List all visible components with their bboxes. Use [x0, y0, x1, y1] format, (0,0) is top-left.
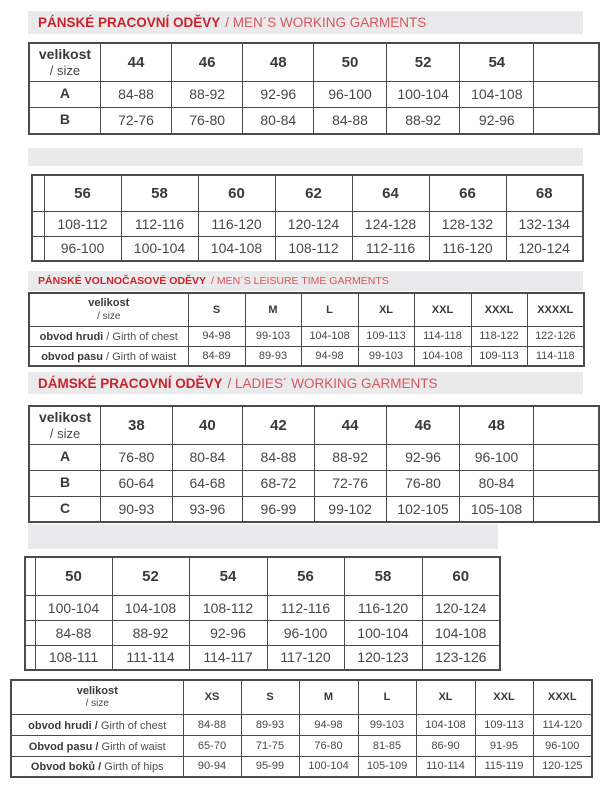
value-cell: 114-118 — [527, 346, 584, 366]
section-header-ladies-working — [28, 372, 583, 394]
value-cell: 89-93 — [241, 714, 299, 735]
ladies-measurements-table — [10, 679, 593, 778]
value-cell: 84-89 — [188, 346, 245, 366]
size-header-cell: 44 — [100, 43, 171, 81]
size-header-cell — [534, 43, 599, 81]
value-cell: 114-120 — [533, 714, 592, 735]
size-header-cell: 40 — [172, 406, 243, 444]
value-cell: 104-108 — [414, 346, 471, 366]
size-header-cell: 54 — [460, 43, 534, 81]
size-header-cell: 68 — [506, 175, 583, 211]
size-header-cell: 42 — [243, 406, 314, 444]
table-row — [29, 81, 599, 107]
value-cell: 99-102 — [314, 496, 386, 522]
table-row — [29, 326, 584, 346]
size-header-cell: XXL — [475, 680, 533, 714]
value-cell: 76-80 — [299, 735, 358, 756]
value-cell: 60-64 — [101, 470, 172, 496]
size-label-header-cell: velikost / size — [29, 406, 101, 444]
table-row — [29, 496, 599, 522]
value-cell: 100-104 — [344, 620, 422, 645]
value-cell: 96-100 — [460, 444, 533, 470]
section-title-en: / LADIES´ WORKING GARMENTS — [227, 375, 438, 391]
value-cell — [533, 470, 599, 496]
value-cell: 80-84 — [243, 107, 314, 134]
size-header-cell: XL — [358, 293, 414, 326]
continuation-stub-cell — [32, 175, 44, 211]
size-header-cell: 48 — [243, 43, 314, 81]
value-cell: 114-118 — [414, 326, 471, 346]
value-cell: 110-114 — [416, 756, 475, 777]
size-header-cell: 66 — [429, 175, 506, 211]
mens-working-sizes-table-56-68 — [31, 174, 584, 262]
value-cell: 96-99 — [243, 496, 314, 522]
value-cell: 122-126 — [527, 326, 584, 346]
value-cell: 102-105 — [386, 496, 460, 522]
value-cell: 80-84 — [460, 470, 533, 496]
continuation-stub-cell — [32, 236, 44, 261]
row-label-cell: B — [29, 107, 100, 134]
size-header-cell: 60 — [198, 175, 275, 211]
value-cell: 120-124 — [506, 236, 583, 261]
table-row — [29, 107, 599, 134]
value-cell: 108-111 — [35, 645, 112, 670]
row-label-cell: obvod hrudi / Girth of chest — [29, 326, 188, 346]
size-header-cell: L — [301, 293, 358, 326]
table-row — [25, 620, 500, 645]
value-cell: 99-103 — [358, 346, 414, 366]
value-cell: 76-80 — [386, 470, 460, 496]
value-cell: 104-108 — [112, 595, 189, 620]
value-cell: 104-108 — [198, 236, 275, 261]
size-header-cell: 62 — [275, 175, 352, 211]
size-header-cell: 52 — [386, 43, 460, 81]
header-row — [32, 175, 583, 211]
size-header-cell: S — [188, 293, 245, 326]
value-cell: 104-108 — [460, 81, 534, 107]
value-cell: 94-98 — [188, 326, 245, 346]
row-label-cell: Obvod pasu / Girth of waist — [11, 735, 183, 756]
value-cell: 117-120 — [267, 645, 344, 670]
size-header-cell: 50 — [314, 43, 386, 81]
continuation-stub-cell — [25, 645, 35, 670]
value-cell: 88-92 — [112, 620, 189, 645]
value-cell: 88-92 — [314, 444, 386, 470]
value-cell: 71-75 — [241, 735, 299, 756]
table-row — [32, 211, 583, 236]
size-header-cell: S — [241, 680, 299, 714]
value-cell: 96-100 — [314, 81, 386, 107]
size-header-cell: XS — [183, 680, 241, 714]
size-header-cell: M — [245, 293, 301, 326]
value-cell: 120-125 — [533, 756, 592, 777]
value-cell: 84-88 — [35, 620, 112, 645]
value-cell: 123-126 — [422, 645, 500, 670]
size-header-cell: 46 — [172, 43, 243, 81]
value-cell: 108-112 — [275, 236, 352, 261]
size-header-cell: 54 — [189, 557, 267, 595]
value-cell: 86-90 — [416, 735, 475, 756]
value-cell: 116-120 — [429, 236, 506, 261]
header-row — [11, 680, 592, 714]
table-row — [11, 735, 592, 756]
row-label-cell: A — [29, 444, 101, 470]
size-header-cell: 56 — [44, 175, 121, 211]
value-cell — [533, 444, 599, 470]
value-cell: 104-108 — [301, 326, 358, 346]
value-cell: 92-96 — [189, 620, 267, 645]
value-cell: 94-98 — [299, 714, 358, 735]
value-cell: 92-96 — [460, 107, 534, 134]
value-cell: 116-120 — [198, 211, 275, 236]
value-cell: 109-113 — [475, 714, 533, 735]
size-header-cell: L — [358, 680, 416, 714]
section-title-cz: DÁMSKÉ PRACOVNÍ ODĚVY — [38, 375, 223, 391]
continuation-stub-cell — [32, 211, 44, 236]
table-row — [29, 470, 599, 496]
value-cell: 109-113 — [471, 346, 527, 366]
value-cell: 84-88 — [243, 444, 314, 470]
value-cell: 68-72 — [243, 470, 314, 496]
value-cell: 96-100 — [44, 236, 121, 261]
value-cell: 104-108 — [416, 714, 475, 735]
size-header-cell: 58 — [344, 557, 422, 595]
table-row — [29, 444, 599, 470]
value-cell: 99-103 — [245, 326, 301, 346]
row-label-cell: A — [29, 81, 100, 107]
value-cell: 124-128 — [352, 211, 429, 236]
value-cell: 95-99 — [241, 756, 299, 777]
value-cell: 81-85 — [358, 735, 416, 756]
size-header-cell: 50 — [35, 557, 112, 595]
header-row — [29, 293, 584, 326]
row-label-cell: obvod pasu / Girth of waist — [29, 346, 188, 366]
table-row — [11, 756, 592, 777]
value-cell: 80-84 — [172, 444, 243, 470]
size-header-cell: 58 — [121, 175, 198, 211]
size-header-cell: 44 — [314, 406, 386, 444]
value-cell: 84-88 — [314, 107, 386, 134]
row-label-cell: C — [29, 496, 101, 522]
value-cell: 114-117 — [189, 645, 267, 670]
size-label-header-cell: velikost / size — [11, 680, 183, 714]
value-cell: 120-124 — [275, 211, 352, 236]
value-cell: 90-93 — [101, 496, 172, 522]
section-title-cz: PÁNSKÉ PRACOVNÍ ODĚVY — [38, 15, 221, 30]
section-title-en: / MEN´S LEISURE TIME GARMENTS — [211, 275, 389, 287]
size-header-cell: 48 — [460, 406, 533, 444]
row-label-cell: obvod hrudi / Girth of chest — [11, 714, 183, 735]
continuation-stub-cell — [25, 595, 35, 620]
header-row — [25, 557, 500, 595]
value-cell: 64-68 — [172, 470, 243, 496]
ladies-working-sizes-table-50-60 — [24, 556, 501, 671]
row-label-cell: Obvod boků / Girth of hips — [11, 756, 183, 777]
value-cell: 105-108 — [460, 496, 533, 522]
size-header-cell — [533, 406, 599, 444]
section-header-mens-leisure — [28, 271, 583, 291]
size-header-cell: 60 — [422, 557, 500, 595]
value-cell: 93-96 — [172, 496, 243, 522]
section-divider-bar — [28, 524, 498, 549]
value-cell: 84-88 — [100, 81, 171, 107]
table-row — [25, 645, 500, 670]
value-cell: 116-120 — [344, 595, 422, 620]
value-cell: 120-123 — [344, 645, 422, 670]
value-cell: 112-116 — [352, 236, 429, 261]
value-cell: 115-119 — [475, 756, 533, 777]
table-row — [29, 346, 584, 366]
table-row — [25, 595, 500, 620]
table-row — [11, 714, 592, 735]
value-cell — [533, 496, 599, 522]
value-cell: 76-80 — [101, 444, 172, 470]
value-cell: 92-96 — [386, 444, 460, 470]
value-cell: 91-95 — [475, 735, 533, 756]
value-cell: 92-96 — [243, 81, 314, 107]
value-cell: 108-112 — [189, 595, 267, 620]
value-cell: 72-76 — [100, 107, 171, 134]
section-divider-bar — [28, 148, 583, 166]
section-title-en: / MEN´S WORKING GARMENTS — [225, 15, 427, 30]
value-cell: 120-124 — [422, 595, 500, 620]
value-cell: 100-104 — [386, 81, 460, 107]
size-header-cell: 56 — [267, 557, 344, 595]
value-cell: 112-116 — [121, 211, 198, 236]
value-cell: 105-109 — [358, 756, 416, 777]
value-cell: 99-103 — [358, 714, 416, 735]
continuation-stub-cell — [25, 620, 35, 645]
value-cell: 132-134 — [506, 211, 583, 236]
header-row — [29, 406, 599, 444]
value-cell: 109-113 — [358, 326, 414, 346]
section-title-cz: PÁNSKÉ VOLNOČASOVÉ ODĚVY — [38, 275, 207, 287]
table-row — [32, 236, 583, 261]
value-cell: 118-122 — [471, 326, 527, 346]
value-cell — [534, 81, 599, 107]
section-header-mens-working — [28, 11, 583, 34]
value-cell: 88-92 — [386, 107, 460, 134]
header-row — [29, 43, 599, 81]
value-cell: 65-70 — [183, 735, 241, 756]
size-header-cell: XXXL — [471, 293, 527, 326]
size-header-cell: XL — [416, 680, 475, 714]
size-header-cell: XXXXL — [527, 293, 584, 326]
value-cell: 100-104 — [121, 236, 198, 261]
size-header-cell: 64 — [352, 175, 429, 211]
size-header-cell: 46 — [386, 406, 460, 444]
size-label-header-cell: velikost / size — [29, 293, 188, 326]
value-cell: 128-132 — [429, 211, 506, 236]
size-header-cell: 52 — [112, 557, 189, 595]
value-cell: 90-94 — [183, 756, 241, 777]
value-cell: 96-100 — [267, 620, 344, 645]
value-cell: 108-112 — [44, 211, 121, 236]
size-header-cell: 38 — [101, 406, 172, 444]
value-cell: 111-114 — [112, 645, 189, 670]
value-cell: 96-100 — [533, 735, 592, 756]
value-cell: 100-104 — [35, 595, 112, 620]
size-label-header-cell: velikost / size — [29, 43, 100, 81]
value-cell: 89-93 — [245, 346, 301, 366]
continuation-stub-cell — [25, 557, 35, 595]
value-cell: 112-116 — [267, 595, 344, 620]
mens-working-sizes-table-44-54 — [28, 42, 600, 135]
value-cell — [534, 107, 599, 134]
size-header-cell: XXL — [414, 293, 471, 326]
value-cell: 84-88 — [183, 714, 241, 735]
value-cell: 104-108 — [422, 620, 500, 645]
size-header-cell: M — [299, 680, 358, 714]
value-cell: 76-80 — [172, 107, 243, 134]
ladies-working-sizes-table-38-48 — [28, 405, 600, 523]
size-header-cell: XXXL — [533, 680, 592, 714]
value-cell: 88-92 — [172, 81, 243, 107]
value-cell: 100-104 — [299, 756, 358, 777]
value-cell: 72-76 — [314, 470, 386, 496]
row-label-cell: B — [29, 470, 101, 496]
mens-leisure-measurements-table — [28, 292, 585, 367]
value-cell: 94-98 — [301, 346, 358, 366]
